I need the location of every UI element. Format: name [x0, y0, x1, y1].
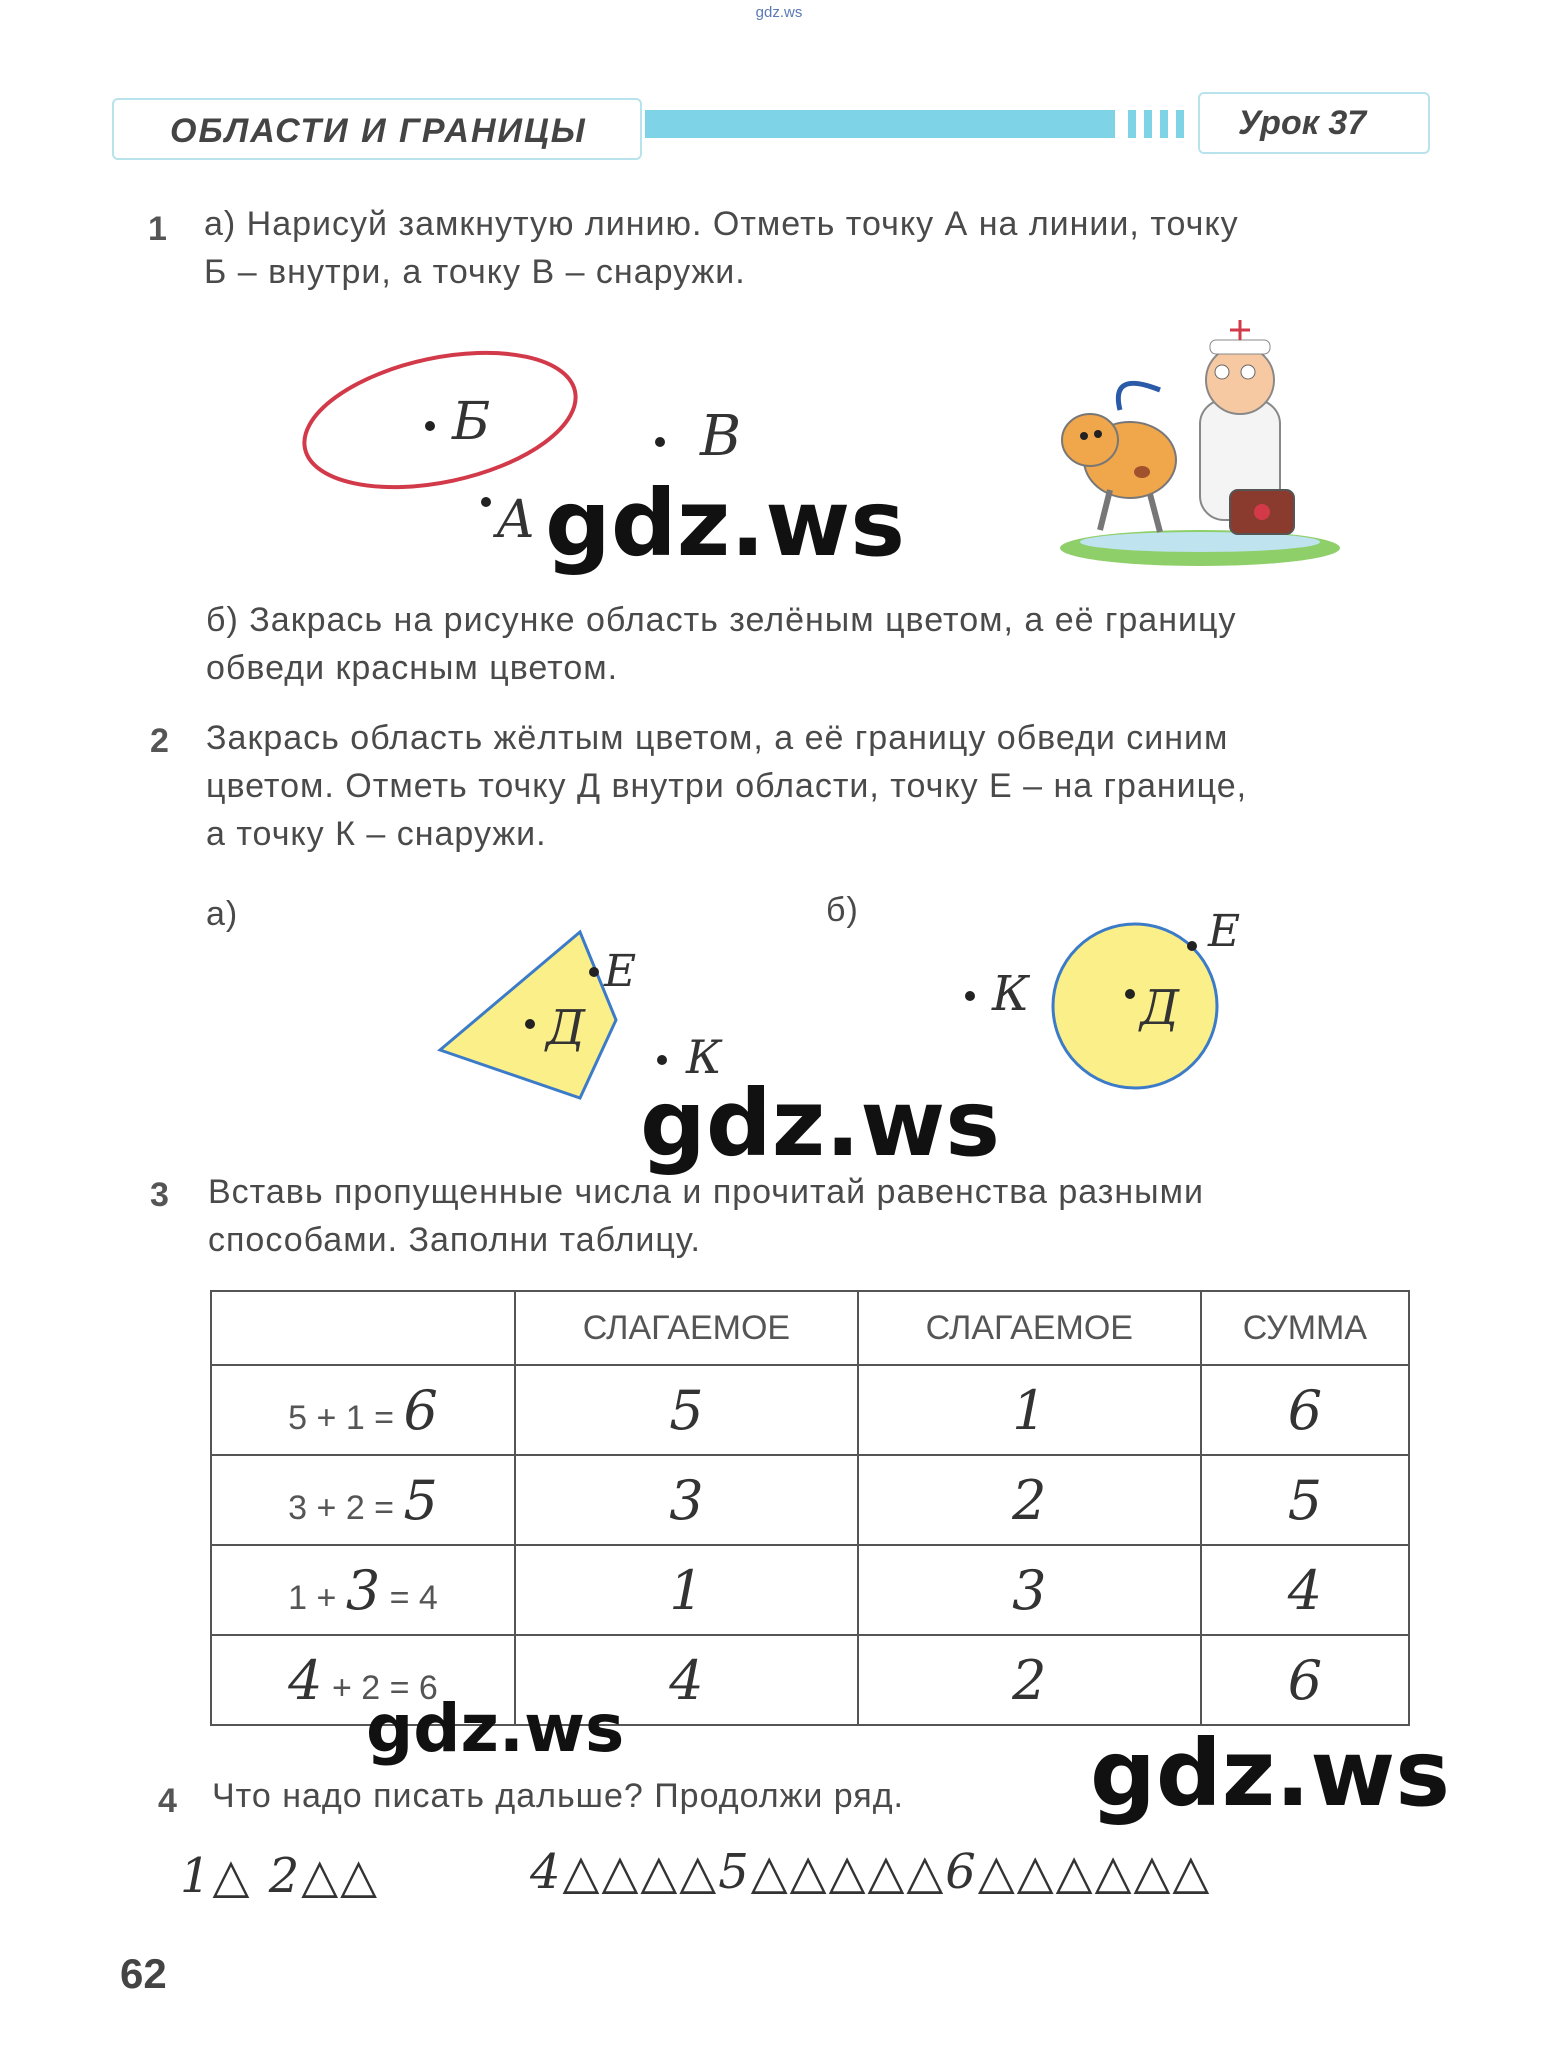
addend-2-cell: 2 — [858, 1455, 1201, 1545]
task2-line3: а точку К – снаружи. — [206, 815, 547, 853]
point-e-dot-b — [1187, 941, 1197, 951]
equation-cell: 4 + 2 = 6 — [211, 1635, 515, 1725]
point-k-dot-b — [965, 991, 975, 1001]
task2-line1: Закрась область жёлтым цветом, а её границу обведи синим — [206, 719, 1229, 757]
sum-cell: 5 — [1201, 1455, 1409, 1545]
doctor-dog-illustration — [1050, 310, 1340, 570]
table-header-addend-2: СЛАГАЕМОЕ — [858, 1291, 1201, 1365]
equation-cell: 1 + 3 = 4 — [211, 1545, 515, 1635]
addend-1-cell: 3 — [515, 1455, 858, 1545]
point-k-label-a: К — [686, 1030, 722, 1084]
yellow-region — [440, 932, 616, 1098]
sum-cell: 6 — [1201, 1635, 1409, 1725]
table-header-row — [211, 1291, 1409, 1365]
sum-cell: 4 — [1201, 1545, 1409, 1635]
point-k-dot-a — [657, 1055, 667, 1065]
watermark-2: gdz.ws — [640, 1070, 1000, 1177]
lesson-box — [1198, 92, 1430, 154]
point-d-dot-a — [525, 1019, 535, 1029]
table-row — [211, 1545, 1409, 1635]
point-b-dot — [425, 421, 435, 431]
page-number: 62 — [120, 1950, 167, 1997]
sum-cell: 6 — [1201, 1365, 1409, 1455]
point-d-dot-b — [1125, 989, 1135, 999]
task2-label-a: а) — [206, 895, 239, 933]
task3-line2: способами. Заполни таблицу. — [208, 1221, 701, 1259]
watermark-3: gdz.ws — [366, 1690, 625, 1767]
task1-a-line2: Б – внутри, а точку В – снаружи. — [204, 253, 746, 291]
table-header-empty — [211, 1291, 515, 1365]
point-k-label-b: К — [992, 966, 1030, 1022]
sequence-continuation: 4△△△△5△△△△△6△△△△△△ — [530, 1844, 1212, 1900]
addend-1-cell: 5 — [515, 1365, 858, 1455]
task1-number: 1 — [148, 210, 167, 248]
point-a-label: А — [496, 490, 536, 550]
task2-line2: цветом. Отметь точку Д внутри области, точку Е – на границе, — [206, 767, 1248, 805]
point-d-label-b: Д — [1140, 980, 1180, 1036]
section-title-box — [112, 98, 642, 160]
point-b-label: Б — [452, 392, 491, 452]
task4-number: 4 — [158, 1782, 177, 1820]
point-a-dot — [481, 497, 491, 507]
addend-2-cell: 1 — [858, 1365, 1201, 1455]
point-v-dot — [650, 432, 670, 452]
watermark-1: gdz.ws — [545, 470, 905, 577]
table-header-sum: СУММА — [1201, 1291, 1409, 1365]
header-stripes — [1128, 110, 1188, 138]
task4-text: Что надо писать дальше? Продолжи ряд. — [212, 1777, 904, 1815]
point-e-label-a: Е — [604, 946, 637, 997]
task3-number: 3 — [150, 1176, 169, 1214]
equation-cell: 5 + 1 = 6 — [211, 1365, 515, 1455]
table-row — [211, 1455, 1409, 1545]
header-band — [645, 110, 1115, 138]
addend-2-cell: 2 — [858, 1635, 1201, 1725]
addition-table — [210, 1290, 1410, 1726]
addend-1-cell: 1 — [515, 1545, 858, 1635]
task3-line1: Вставь пропущенные числа и прочитай равенства разными — [208, 1173, 1204, 1211]
table-header-addend-1: СЛАГАЕМОЕ — [515, 1291, 858, 1365]
task1-b-line2: обведи красным цветом. — [206, 649, 619, 687]
lesson-label: Урок 37 — [1238, 104, 1367, 142]
task2-label-b: б) — [826, 891, 859, 929]
equation-cell: 3 + 2 = 5 — [211, 1455, 515, 1545]
task1-a-line1: а) Нарисуй замкнутую линию. Отметь точку А на линии, точку — [204, 205, 1239, 243]
task1-b-line1: б) Закрась на рисунке область зелёным цветом, а её границу — [206, 601, 1237, 639]
table-row — [211, 1365, 1409, 1455]
watermark-4: gdz.ws — [1090, 1720, 1450, 1827]
point-e-dot-a — [589, 967, 599, 977]
point-e-label-b: Е — [1208, 906, 1241, 957]
addend-2-cell: 3 — [858, 1545, 1201, 1635]
task2-number: 2 — [150, 722, 169, 760]
addend-1-cell: 4 — [515, 1635, 858, 1725]
top-watermark: gdz.ws — [755, 4, 803, 21]
point-v-label: В — [700, 404, 742, 469]
point-d-label-a: Д — [546, 1000, 586, 1056]
section-title: ОБЛАСТИ И ГРАНИЦЫ — [170, 112, 587, 150]
red-closed-line — [292, 340, 588, 509]
sequence-start: 1△ 2△△ — [180, 1848, 380, 1904]
